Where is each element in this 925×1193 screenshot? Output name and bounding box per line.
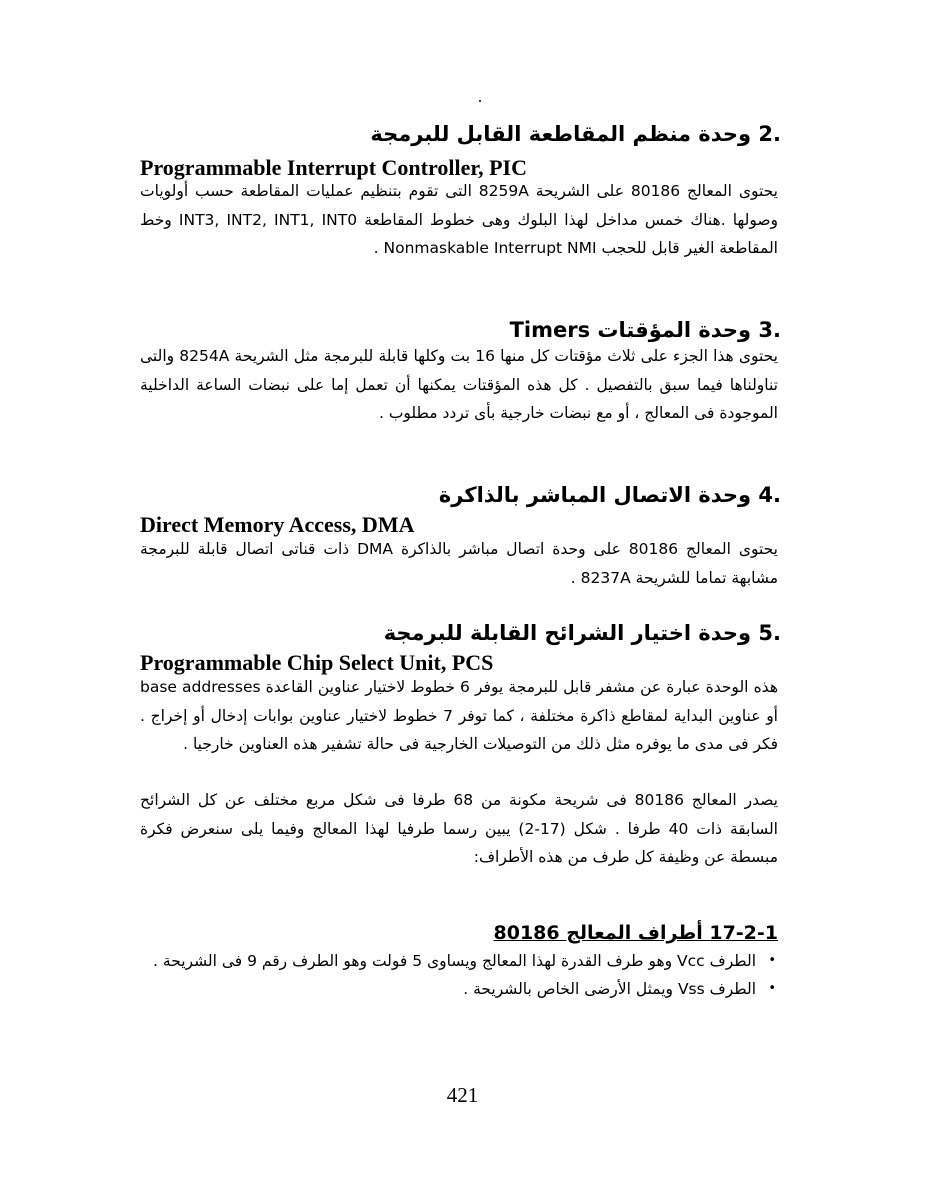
section-2-heading: .2 وحدة منظم المقاطعة القابل للبرمجة — [370, 122, 781, 146]
page-number: 421 — [446, 1083, 479, 1107]
pin-list — [140, 947, 778, 1003]
section-5-paragraph-1: هذه الوحدة عبارة عن مشفر قابل للبرمجة يوفر 6 خطوط لاختيار عناوين القاعدة base addresses أو عناوين البداية لمقاطع ذاكرة مختلفة ، كما توفر 7 خطوط لاختيار عناوين بوابات إدخال أو إخراج . فكر فى مدى ما يوفره مثل ذلك من التوصيلات الخارجية فى حالة تشفير هذه العناوين خارجيا . — [140, 678, 778, 753]
bullet-icon: • — [768, 953, 776, 968]
section-5-heading: .5 وحدة اختيار الشرائح القابلة للبرمجة — [383, 621, 781, 645]
section-3-paragraph: يحتوى هذا الجزء على ثلاث مؤقتات كل منها 16 بت وكلها قابلة للبرمجة مثل الشريحة 8254A والتى تناولناها فيما سبق بالتفصيل . كل هذه المؤقتات يمكنها أن تعمل إما على نبضات الساعة الداخلية الموجودة فى المعالج ، أو مع نبضات خارجية بأى تردد مطلوب . — [140, 347, 778, 422]
list-item — [140, 947, 778, 975]
scan-speck — [479, 100, 481, 102]
subsection-heading: 17-2-1 أطراف المعالج 80186 — [493, 922, 778, 944]
section-5-paragraph-2: يصدر المعالج 80186 فى شريحة مكونة من 68 طرفا فى شكل مربع مختلف عن كل الشرائح السابقة ذات 40 طرفا . شكل (17-2) يبين رسما طرفيا لهذا المعالج وفيما يلى سنعرض فكرة مبسطة عن وظيفة كل طرف من هذه الأطراف: — [140, 791, 778, 866]
section-5-english-heading: Programmable Chip Select Unit, PCS — [140, 650, 494, 675]
section-2-english-heading: Programmable Interrupt Controller, PIC — [140, 155, 527, 180]
section-4-english-heading: Direct Memory Access, DMA — [140, 512, 415, 537]
list-item-text: الطرف Vss ويمثل الأرضى الخاص بالشريحة . — [463, 980, 756, 998]
section-4-paragraph: يحتوى المعالج 80186 على وحدة اتصال مباشر بالذاكرة DMA ذات قناتى اتصال قابلة للبرمجة مشابهة تماما للشريحة 8237A . — [140, 540, 778, 587]
list-item — [140, 975, 778, 1003]
section-3-heading: .3 وحدة المؤقتات Timers — [509, 318, 781, 342]
section-2-paragraph: يحتوى المعالج 80186 على الشريحة 8259A التى تقوم بتنظيم عمليات المقاطعة حسب أولويات وصولها .هناك خمس مداخل لهذا البلوك وهى خطوط المقاطعة INT3, INT2, INT1, INT0 وخط المقاطعة الغير قابل للحجب Nonmaskable Interrupt NMI . — [140, 182, 778, 257]
bullet-icon: • — [768, 981, 776, 996]
list-item-text: الطرف Vcc وهو طرف القدرة لهذا المعالج ويساوى 5 فولت وهو الطرف رقم 9 فى الشريحة . — [153, 952, 756, 970]
section-4-heading: .4 وحدة الاتصال المباشر بالذاكرة — [438, 483, 781, 507]
